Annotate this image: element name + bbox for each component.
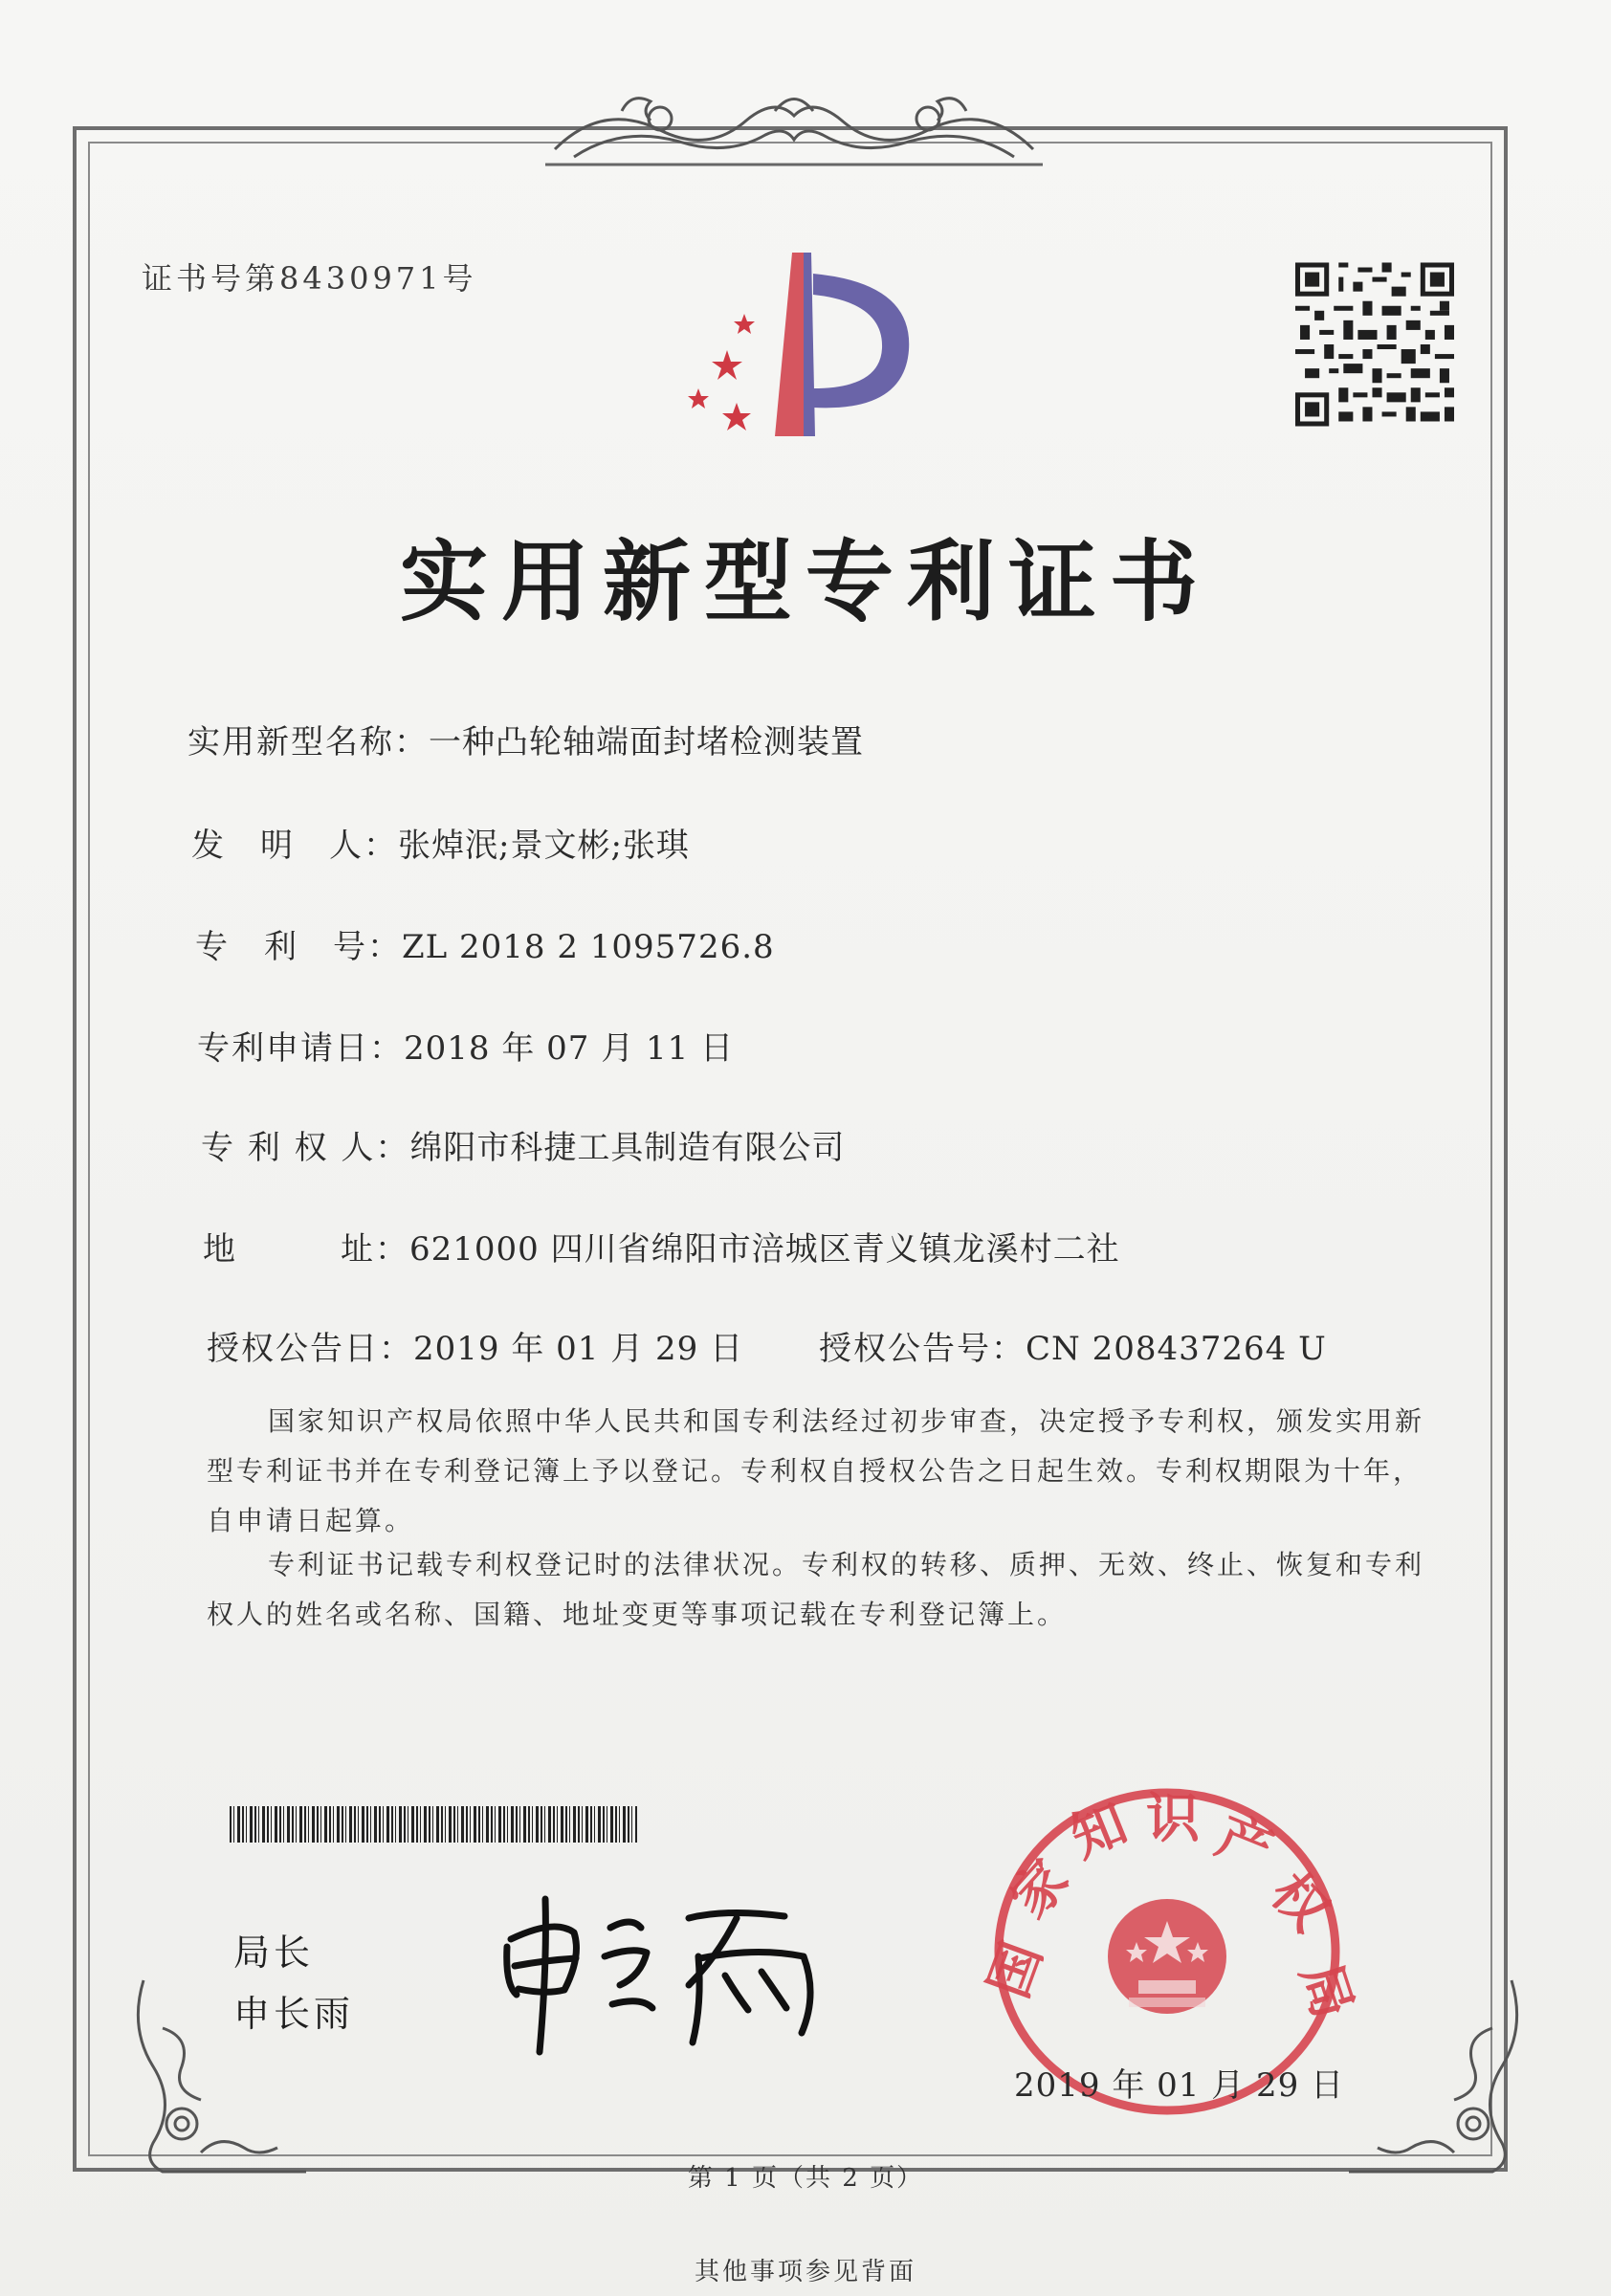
svg-text:国: 国 xyxy=(977,1933,1055,2006)
inventor-row xyxy=(191,819,690,866)
svg-text:知: 知 xyxy=(1062,1791,1137,1870)
grant-statement-paragraph: 国家知识产权局依照中华人民共和国专利法经过初步审查，决定授予专利权，颁发实用新型专利证书并在专利登记簿上予以登记。专利权自授权公告之日起生效。专利权期限为十年，自申请日起算。 xyxy=(207,1405,1425,1536)
director-title: 局长 xyxy=(233,1932,315,1974)
svg-text:产: 产 xyxy=(1207,1803,1282,1883)
utility-model-name-value: 一种凸轮轴端面封堵检测装置 xyxy=(429,723,864,762)
patent-office-emblem-icon xyxy=(670,245,928,455)
patentee-value: 绵阳市科捷工具制造有限公司 xyxy=(409,1129,846,1167)
inventor-label: 发 明 人： xyxy=(191,827,398,865)
svg-text:识: 识 xyxy=(1146,1787,1200,1850)
certificate-number: 证书号第8430971号 xyxy=(142,260,477,297)
patent-number-row xyxy=(195,920,775,967)
back-page-note: 其他事项参见背面 xyxy=(694,2258,916,2286)
certificate-title: 实用新型专利证书 xyxy=(399,530,1211,633)
patent-number-value: ZL 2018 2 1095726.8 xyxy=(402,928,775,966)
qr-code-icon xyxy=(1295,262,1454,427)
director-name: 申长雨 xyxy=(233,1993,355,2035)
seal-date: 2019 年 01 月 29 日 xyxy=(1014,2066,1345,2105)
utility-model-name-row xyxy=(188,716,864,762)
director-signature xyxy=(497,1889,842,2062)
page-indicator: 第 1 页（共 2 页） xyxy=(687,2164,924,2193)
patentee-label: 专 利 权 人： xyxy=(201,1129,410,1167)
address-row xyxy=(203,1223,1120,1269)
grant-number-label: 授权公告号： xyxy=(819,1330,1026,1368)
grant-date-row xyxy=(207,1322,743,1369)
address-label: 地 址： xyxy=(203,1230,409,1269)
application-date-label: 专利申请日： xyxy=(197,1029,404,1068)
barcode xyxy=(230,1806,637,1843)
legal-status-paragraph: 专利证书记载专利权登记时的法律状况。专利权的转移、质押、无效、终止、恢复和专利权人的姓名或名称、国籍、地址变更等事项记载在专利登记簿上。 xyxy=(207,1549,1425,1630)
address-value: 621000 四川省绵阳市涪城区青义镇龙溪村二社 xyxy=(409,1230,1120,1269)
application-date-row xyxy=(197,1022,734,1069)
utility-model-name-label: 实用新型名称： xyxy=(188,723,429,762)
grant-date-label: 授权公告日： xyxy=(207,1330,413,1368)
application-date-value: 2018 年 07 月 11 日 xyxy=(404,1029,735,1068)
inventor-value: 张焯泯;景文彬;张琪 xyxy=(398,827,690,865)
svg-text:局: 局 xyxy=(1288,1954,1365,2026)
patentee-row xyxy=(201,1121,845,1168)
grant-date-value: 2019 年 01 月 29 日 xyxy=(413,1330,744,1368)
bottom-right-ornament xyxy=(1339,1971,1531,2181)
svg-text:权: 权 xyxy=(1258,1861,1342,1943)
top-ornament xyxy=(545,82,1043,168)
grant-number-value: CN 208437264 U xyxy=(1026,1330,1327,1368)
svg-text:家: 家 xyxy=(998,1847,1081,1931)
patent-number-label: 专 利 号： xyxy=(195,928,402,966)
grant-number-row xyxy=(819,1322,1327,1369)
